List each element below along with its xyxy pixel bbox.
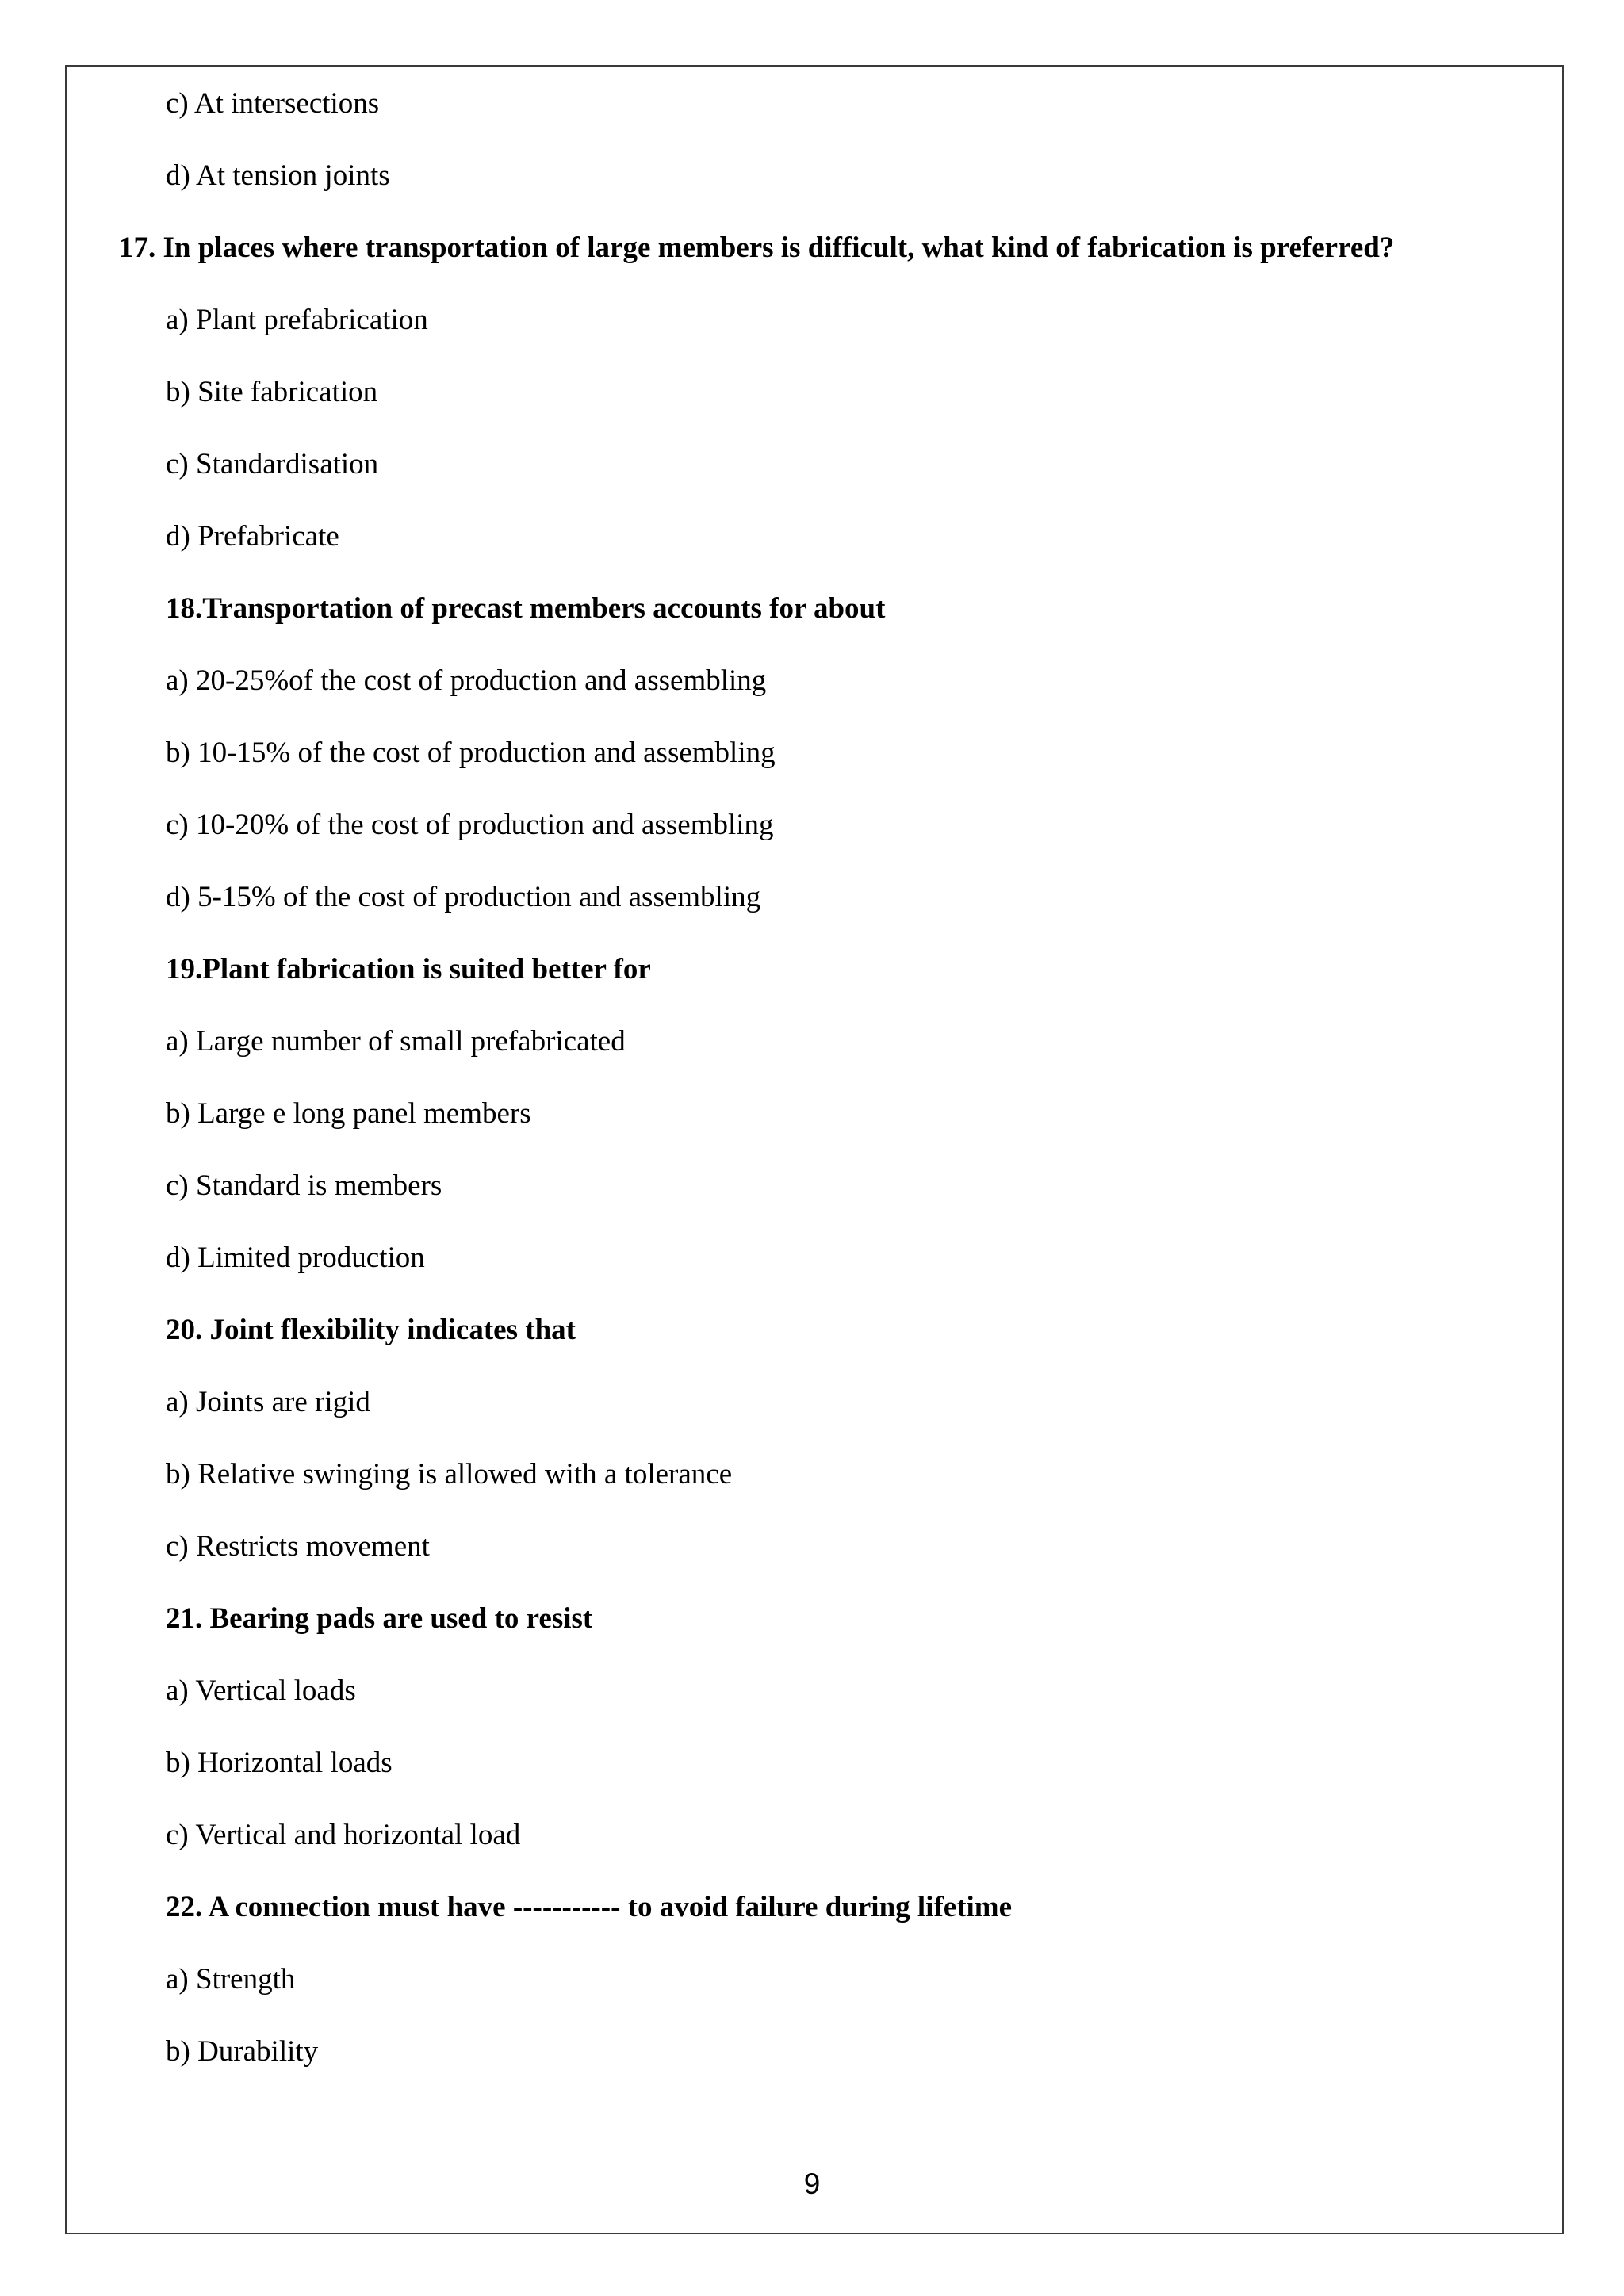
option-19a: a) Large number of small prefabricated xyxy=(166,1025,626,1058)
option-19d: d) Limited production xyxy=(166,1242,425,1274)
question-22: 22. A connection must have ----------- to avoid failure during lifetime xyxy=(166,1891,1013,1923)
option-19b: b) Large e long panel members xyxy=(166,1097,531,1130)
option-17c: c) Standardisation xyxy=(166,448,379,480)
option-18d: d) 5-15% of the cost of production and assembling xyxy=(166,881,761,913)
option-21c: c) Vertical and horizontal load xyxy=(166,1819,521,1851)
option-17a: a) Plant prefabrication xyxy=(166,304,428,336)
option-21a: a) Vertical loads xyxy=(166,1674,356,1707)
option-21b: b) Horizontal loads xyxy=(166,1747,393,1779)
option-22a: a) Strength xyxy=(166,1963,296,1996)
option-17d: d) Prefabricate xyxy=(166,520,339,553)
option-18a: a) 20-25%of the cost of production and assembling xyxy=(166,664,767,697)
option-16c: c) At intersections xyxy=(166,87,380,120)
option-20c: c) Restricts movement xyxy=(166,1530,430,1563)
option-22b: b) Durability xyxy=(166,2035,319,2068)
option-20b: b) Relative swinging is allowed with a tolerance xyxy=(166,1458,733,1490)
option-19c: c) Standard is members xyxy=(166,1169,442,1202)
option-18b: b) 10-15% of the cost of production and assembling xyxy=(166,737,776,769)
question-20: 20. Joint flexibility indicates that xyxy=(166,1314,576,1346)
question-19: 19.Plant fabrication is suited better for xyxy=(166,953,651,985)
option-18c: c) 10-20% of the cost of production and assembling xyxy=(166,809,774,841)
question-17: 17. In places where transportation of large members is difficult, what kind of fabrication is preferred? xyxy=(119,232,1395,264)
option-17b: b) Site fabrication xyxy=(166,376,378,408)
option-16d: d) At tension joints xyxy=(166,159,390,192)
page-number: 9 xyxy=(803,2168,821,2200)
question-18: 18.Transportation of precast members accounts for about xyxy=(166,592,886,625)
question-21: 21. Bearing pads are used to resist xyxy=(166,1602,593,1635)
option-20a: a) Joints are rigid xyxy=(166,1386,370,1418)
